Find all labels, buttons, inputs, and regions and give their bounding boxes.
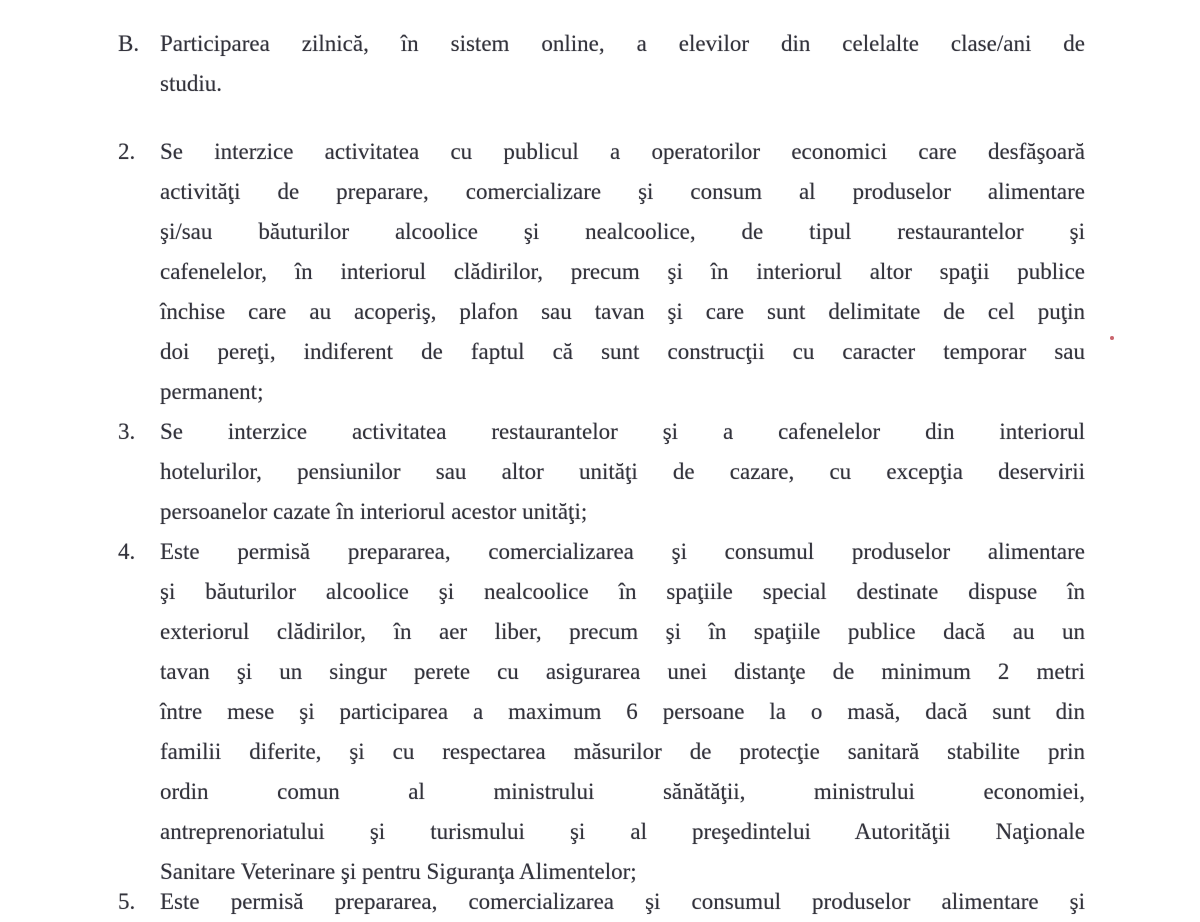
list-item-marker: 3. [118, 419, 136, 444]
text-line: Se interzice activitatea restaurantelor şi a cafenelelor din interiorul [160, 419, 1085, 444]
text-line: între mese şi participarea a maximum 6 persoane la o masă, dacă sunt din [160, 699, 1085, 724]
text-line: cafenelelor, în interiorul clădirilor, precum şi în interiorul altor spaţii publice [160, 259, 1085, 284]
list-item-marker: 5. [118, 889, 136, 914]
text-line: tavan şi un singur perete cu asigurarea unei distanţe de minimum 2 metri [160, 659, 1085, 684]
text-line: Participarea zilnică, în sistem online, a elevilor din celelalte clase/ani de [160, 31, 1085, 56]
list-item-marker: 2. [118, 139, 136, 164]
text-line: hotelurilor, pensiunilor sau altor unităţi de cazare, cu excepţia deservirii [160, 459, 1085, 484]
list-item-B [118, 24, 1085, 104]
text-line: familii diferite, şi cu respectarea măsurilor de protecţie sanitară stabilite prin [160, 739, 1085, 764]
document-page [118, 24, 1085, 922]
text-line: studiu. [160, 71, 222, 96]
list-item-5-clipped [118, 882, 1085, 922]
text-line: ordin comun al ministrului sănătăţii, ministrului economiei, [160, 779, 1085, 804]
text-line: antreprenoriatului şi turismului şi al preşedintelui Autorităţii Naţionale [160, 819, 1085, 844]
text-line: permanent; [160, 379, 264, 404]
list-item-marker: B. [118, 31, 140, 56]
list-item-marker: 4. [118, 539, 136, 564]
text-line: Este permisă prepararea, comercializarea şi consumul produselor alimentare [160, 539, 1085, 564]
list-item-4 [118, 532, 1085, 892]
list-item-text [160, 24, 1085, 104]
list-item-text [160, 532, 1085, 892]
text-line: Este permisă prepararea, comercializarea şi consumul produselor alimentare şi [160, 889, 1085, 914]
list-item-text [160, 882, 1085, 922]
text-line: persoanelor cazate în interiorul acestor unităţi; [160, 499, 588, 524]
text-line: şi băuturilor alcoolice şi nealcoolice în spaţiile special destinate dispuse în [160, 579, 1085, 604]
list-item-3 [118, 412, 1085, 532]
text-line: închise care au acoperiş, plafon sau tavan şi care sunt delimitate de cel puţin [160, 299, 1085, 324]
list-item-text [160, 412, 1085, 532]
text-line: şi/sau băuturilor alcoolice şi nealcoolice, de tipul restaurantelor şi [160, 219, 1085, 244]
list-item-text [160, 132, 1085, 412]
text-line: activităţi de preparare, comercializare şi consum al produselor alimentare [160, 179, 1085, 204]
text-line: doi pereţi, indiferent de faptul că sunt construcţii cu caracter temporar sau [160, 339, 1085, 364]
scan-artifact-dot [1110, 336, 1114, 340]
list-item-2 [118, 132, 1085, 412]
text-line: exteriorul clădirilor, în aer liber, precum şi în spaţiile publice dacă au un [160, 619, 1085, 644]
text-line: Se interzice activitatea cu publicul a operatorilor economici care desfăşoară [160, 139, 1085, 164]
text-line: Sanitare Veterinare şi pentru Siguranţa Alimentelor; [160, 859, 637, 884]
